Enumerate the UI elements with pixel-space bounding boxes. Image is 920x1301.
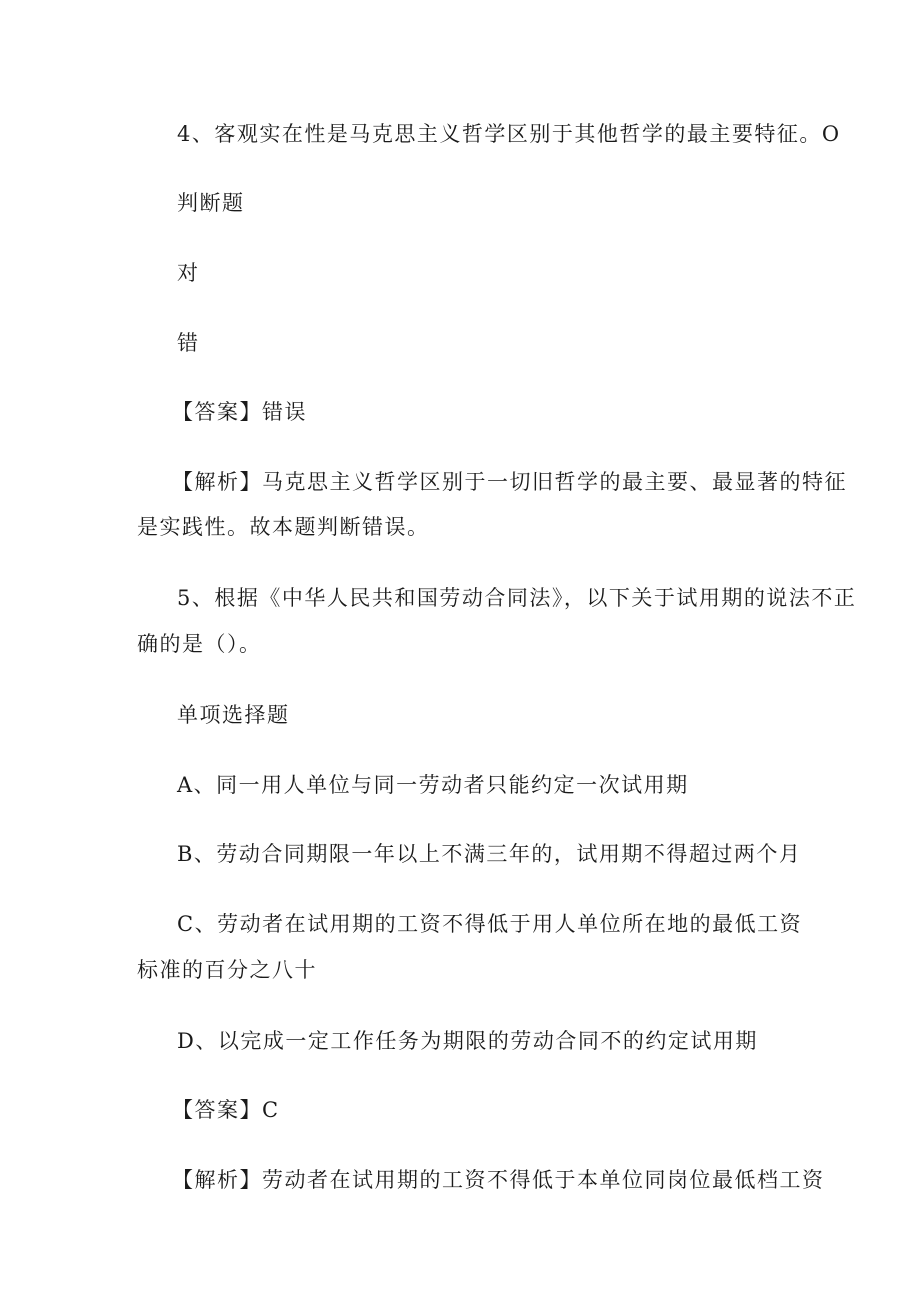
question-5-option-b: B、劳动合同期限一年以上不满三年的，试用期不得超过两个月 bbox=[177, 842, 802, 866]
question-5-option-a: A、同一用人单位与同一劳动者只能约定一次试用期 bbox=[177, 773, 689, 797]
question-5-analysis-line1: 【解析】劳动者在试用期的工资不得低于本单位同岗位最低档工资 bbox=[172, 1168, 825, 1192]
question-4-stem: 4、客观实在性是马克思主义哲学区别于其他哲学的最主要特征。O bbox=[177, 122, 841, 146]
question-4-option-true: 对 bbox=[177, 261, 200, 285]
question-4-analysis-line1: 【解析】马克思主义哲学区别于一切旧哲学的最主要、最显著的特征 bbox=[172, 470, 847, 494]
question-5-option-d: D、以完成一定工作任务为期限的劳动合同不的约定试用期 bbox=[177, 1029, 758, 1053]
question-5-stem-line1: 5、根据《中华人民共和国劳动合同法》，以下关于试用期的说法不正 bbox=[177, 586, 857, 610]
question-4-type: 判断题 bbox=[177, 191, 245, 215]
question-5-option-c-line1: C、劳动者在试用期的工资不得低于用人单位所在地的最低工资 bbox=[177, 912, 803, 936]
question-5-option-c-line2: 标准的百分之八十 bbox=[137, 958, 317, 982]
question-4-answer: 【答案】错误 bbox=[172, 400, 307, 424]
question-4-analysis-line2: 是实践性。故本题判断错误。 bbox=[137, 515, 430, 539]
question-5-stem-line2: 确的是（）。 bbox=[137, 632, 262, 656]
question-4-option-false: 错 bbox=[177, 331, 200, 355]
question-5-type: 单项选择题 bbox=[177, 703, 290, 727]
question-5-answer: 【答案】C bbox=[172, 1098, 280, 1122]
